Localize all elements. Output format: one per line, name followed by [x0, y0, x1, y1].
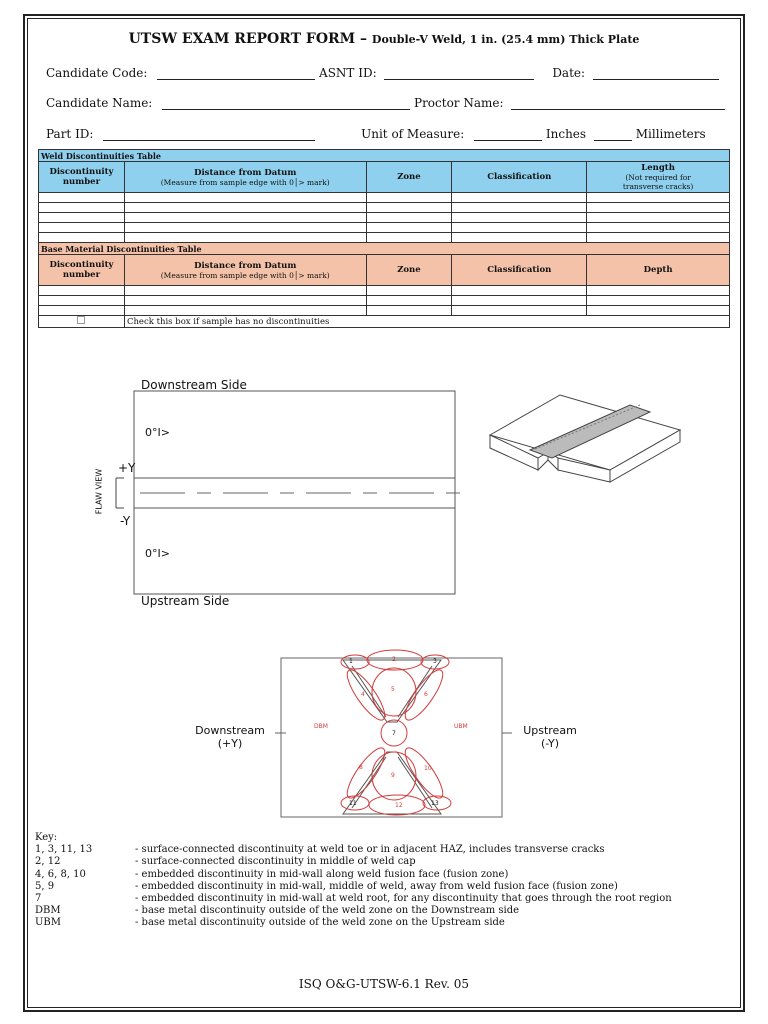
key-item: 2, 12 - surface-connected discontinuity in middle of weld cap — [35, 856, 416, 868]
inches-label: Inches — [545, 127, 587, 141]
weld-col-zone: Zone — [366, 162, 452, 193]
flaw-view-label: FLAW VIEW — [94, 468, 104, 515]
minus-y-label: -Y — [120, 514, 131, 528]
no-discontinuities-label: Check this box if sample has no discontinuities — [124, 316, 729, 328]
form-title-main: UTSW EXAM REPORT FORM – — [128, 31, 372, 47]
weld-3d-sketch — [490, 395, 680, 482]
weld-col-number: Discontinuity number — [39, 162, 125, 193]
key-item: 7 - embedded discontinuity in mid-wall at weld root, for any discontinuity that goes through the root region — [35, 893, 672, 905]
date-label: Date: — [552, 66, 586, 80]
base-table-title: Base Material Discontinuities Table — [39, 243, 730, 255]
datum-mark-top: 0°I> — [145, 426, 170, 439]
weld-col-classification: Classification — [452, 162, 587, 193]
asnt-id-label: ASNT ID: — [319, 66, 377, 80]
part-id-label: Part ID: — [46, 127, 94, 141]
key-item: 5, 9 - embedded discontinuity in mid-wall, middle of weld, away from weld fusion face (fusion zone) — [35, 880, 618, 892]
weld-table-title: Weld Discontinuities Table — [39, 150, 730, 162]
key-legend — [35, 832, 672, 930]
base-col-depth: Depth — [587, 255, 730, 286]
datum-mark-bottom: 0°I> — [145, 547, 170, 560]
unit-of-measure-label: Unit of Measure: — [361, 127, 465, 141]
key-item: DBM - base metal discontinuity outside of the weld zone on the Downstream side — [35, 905, 520, 917]
base-col-distance: Distance from Datum (Measure from sample edge with 0│> mark) — [124, 255, 366, 286]
upstream-label: Upstream (-Y) — [523, 724, 577, 750]
weld-col-distance: Distance from Datum (Measure from sample edge with 0│> mark) — [124, 162, 366, 193]
footer-revision: ISQ O&G-UTSW-6.1 Rev. 05 — [298, 977, 470, 991]
form-title-sub: Double-V Weld, 1 in. (25.4 mm) Thick Plate — [371, 33, 640, 46]
key-label: Key: — [35, 832, 58, 843]
upstream-side-label: Upstream Side — [141, 594, 230, 608]
millimeters-label: Millimeters — [635, 127, 706, 141]
proctor-name-label: Proctor Name: — [414, 96, 504, 110]
base-col-number: Discontinuity number — [39, 255, 125, 286]
downstream-side-label: Downstream Side — [141, 378, 247, 392]
key-item: UBM - base metal discontinuity outside of the weld zone on the Upstream side — [35, 917, 505, 929]
plus-y-label: +Y — [118, 461, 136, 475]
weld-col-length: Length (Not required for transverse cracks) — [587, 162, 730, 193]
base-col-zone: Zone — [366, 255, 452, 286]
candidate-code-label: Candidate Code: — [46, 66, 148, 80]
downstream-label: Downstream (+Y) — [195, 724, 265, 750]
candidate-name-label: Candidate Name: — [46, 96, 153, 110]
key-item: 1, 3, 11, 13 - surface-connected discontinuity at weld toe or in adjacent HAZ, includes transverse cracks — [35, 844, 605, 856]
key-item: 4, 6, 8, 10 - embedded discontinuity in mid-wall along weld fusion face (fusion zone) — [35, 868, 509, 880]
base-col-classification: Classification — [452, 255, 587, 286]
